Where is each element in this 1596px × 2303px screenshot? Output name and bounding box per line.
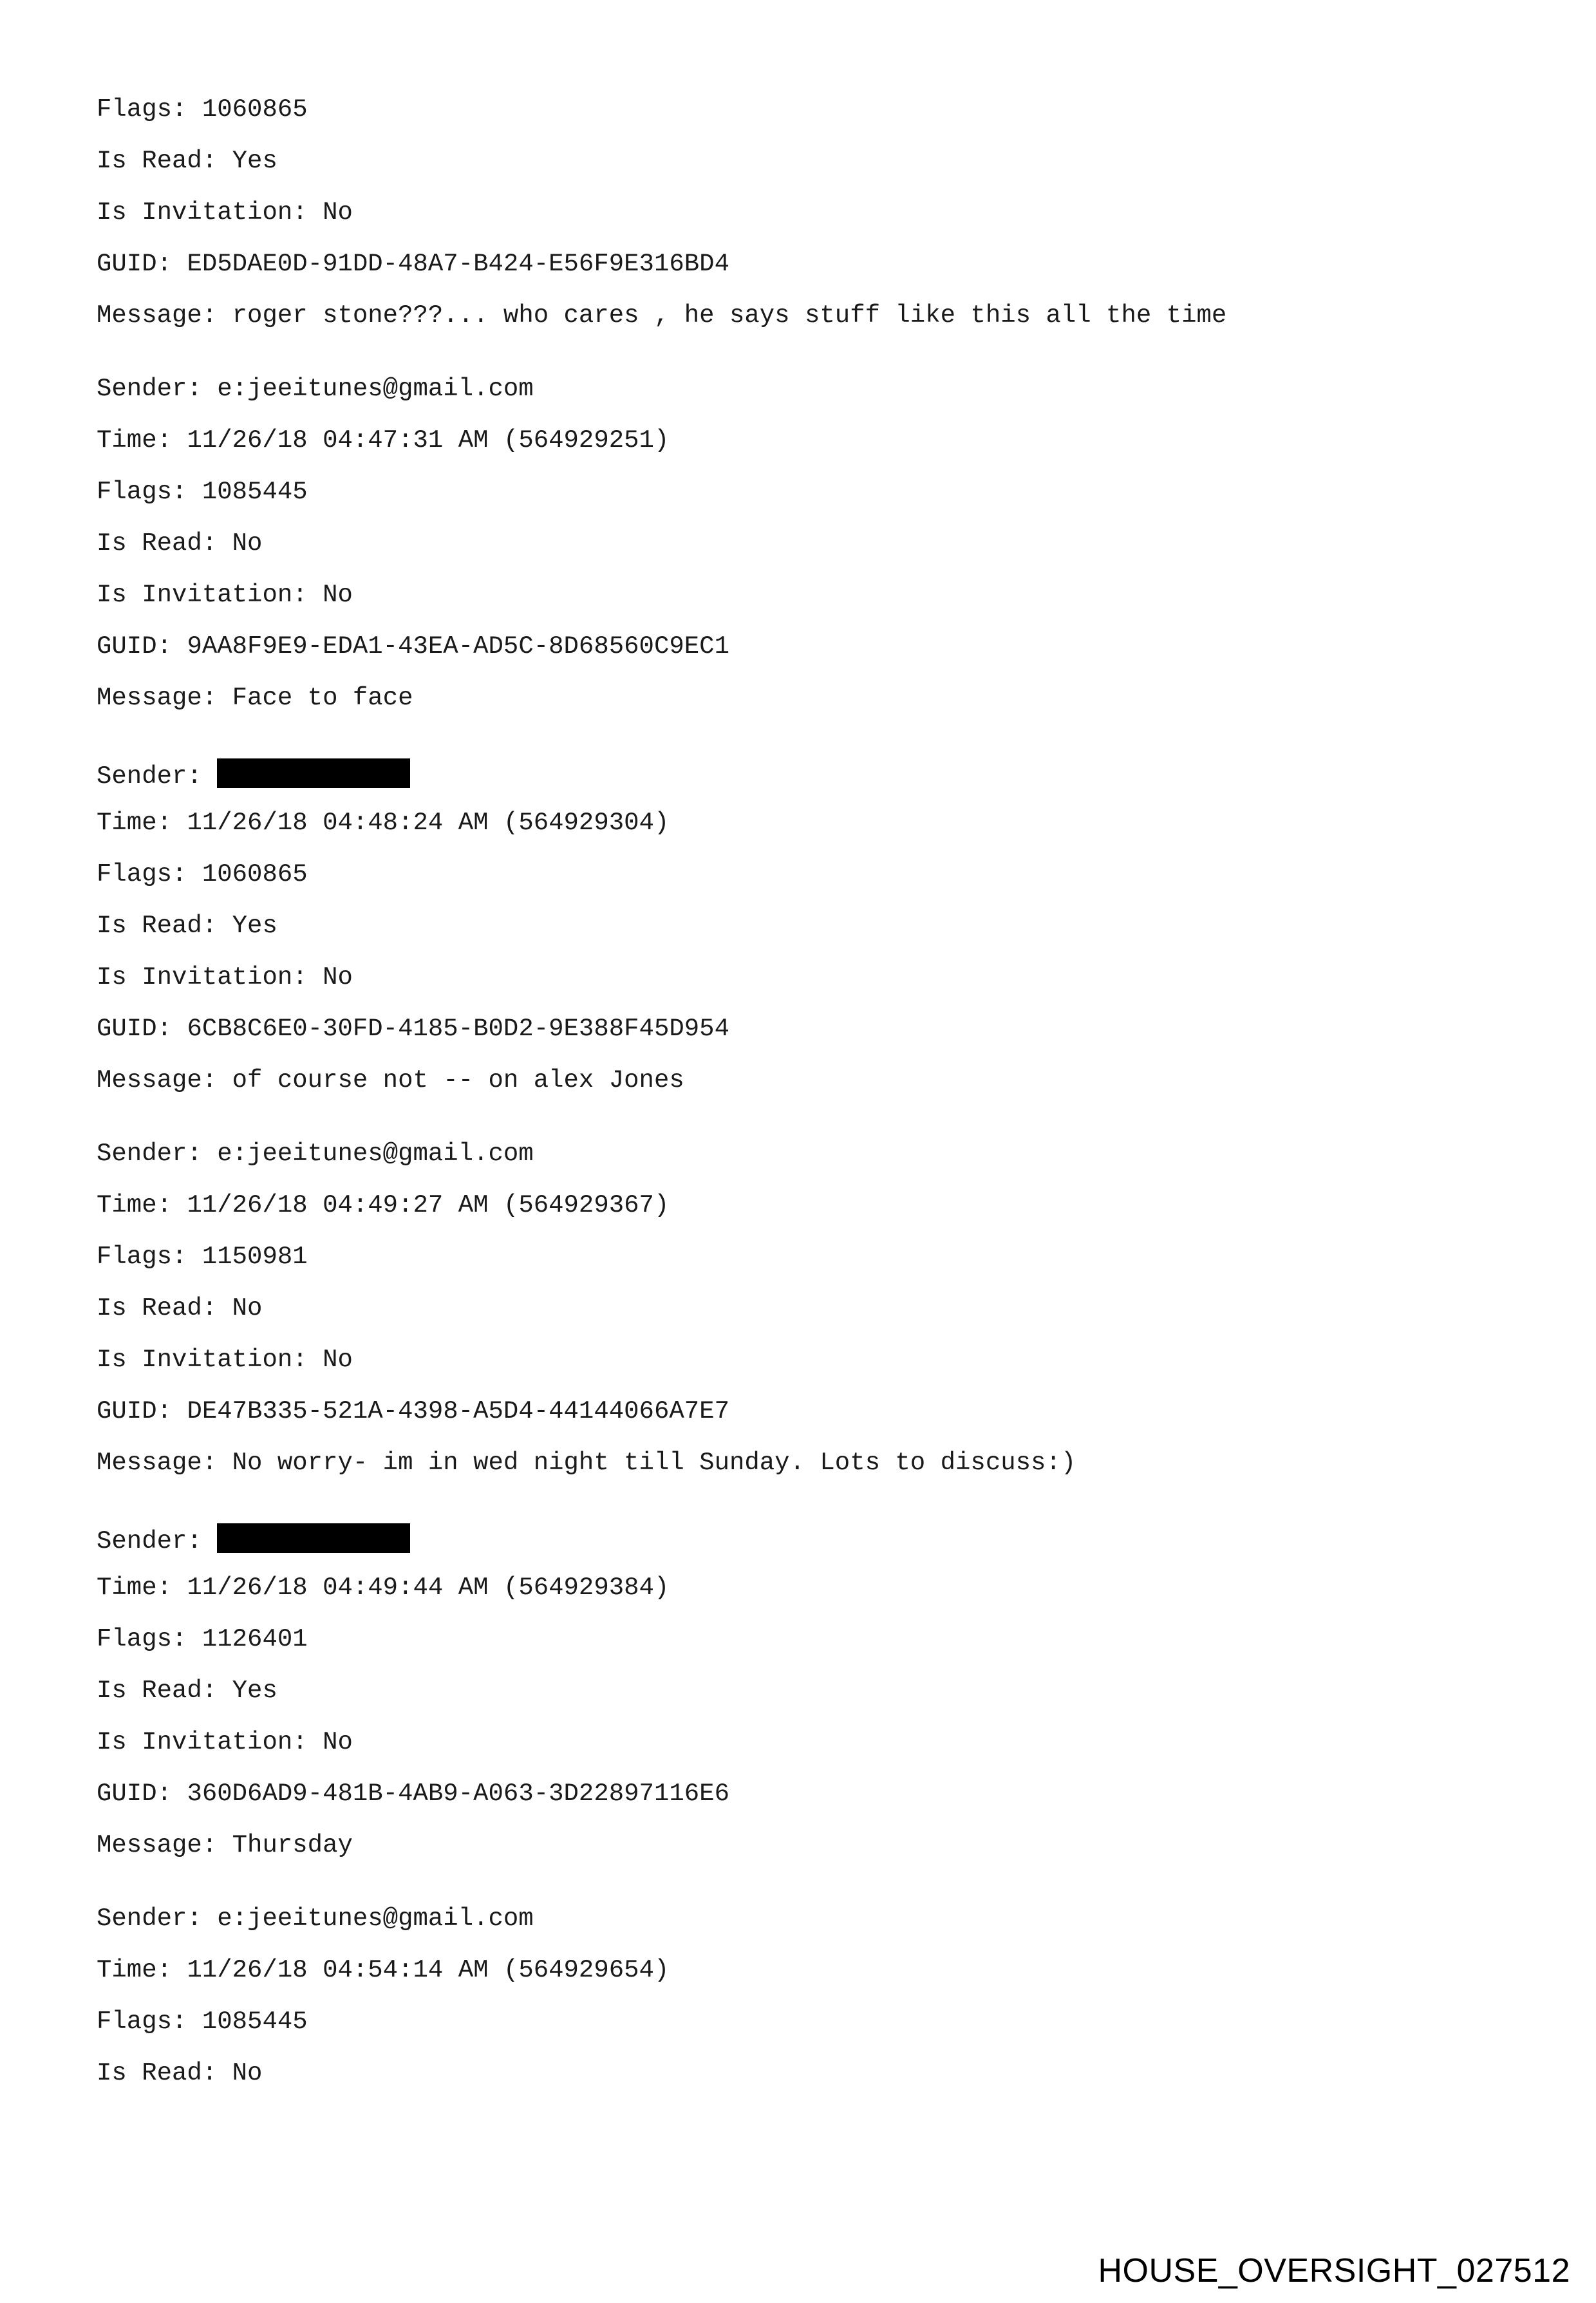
flags-label: Flags: <box>97 860 202 888</box>
guid-line <box>97 1016 1513 1042</box>
message-line <box>97 1832 1513 1858</box>
guid-label: GUID: <box>97 1397 187 1425</box>
flags-value: 1085445 <box>202 478 308 506</box>
is-read-value: Yes <box>232 1677 277 1705</box>
time-value: 11/26/18 04:49:44 AM (564929384) <box>187 1574 670 1602</box>
flags-value: 1060865 <box>202 95 308 124</box>
message-line <box>97 303 1513 328</box>
is-read-label: Is Read: <box>97 1294 232 1322</box>
guid-value: 9AA8F9E9-EDA1-43EA-AD5C-8D68560C9EC1 <box>187 632 729 661</box>
flags-value: 1085445 <box>202 2007 308 2036</box>
is-read-line <box>97 148 1513 174</box>
message-label: Message: <box>97 301 232 330</box>
is-read-label: Is Read: <box>97 1677 232 1705</box>
is-invitation-line <box>97 1347 1513 1373</box>
redaction-box <box>217 1523 410 1553</box>
flags-label: Flags: <box>97 478 202 506</box>
guid-value: ED5DAE0D-91DD-48A7-B424-E56F9E316BD4 <box>187 250 729 278</box>
message-line <box>97 1067 1513 1093</box>
flags-label: Flags: <box>97 1625 202 1653</box>
is-invitation-line <box>97 200 1513 225</box>
message-value: roger stone???... who cares , he says stuff like this all the time <box>232 301 1227 330</box>
is-read-value: No <box>232 529 263 558</box>
message-value: No worry- im in wed night till Sunday. Lots to discuss:) <box>232 1449 1076 1477</box>
time-value: 11/26/18 04:48:24 AM (564929304) <box>187 809 670 837</box>
is-invitation-line <box>97 1729 1513 1755</box>
is-invitation-label: Is Invitation: <box>97 581 323 609</box>
is-read-label: Is Read: <box>97 147 232 175</box>
flags-label: Flags: <box>97 95 202 124</box>
flags-label: Flags: <box>97 1243 202 1271</box>
guid-line <box>97 251 1513 277</box>
flags-value: 1150981 <box>202 1243 308 1271</box>
is-read-label: Is Read: <box>97 529 232 558</box>
time-label: Time: <box>97 1191 187 1219</box>
redaction-box <box>217 758 410 788</box>
is-read-value: No <box>232 1294 263 1322</box>
sender-label: Sender: <box>97 762 218 791</box>
message-line <box>97 1450 1513 1476</box>
time-value: 11/26/18 04:47:31 AM (564929251) <box>187 426 670 455</box>
is-read-line <box>97 531 1513 556</box>
is-read-value: Yes <box>232 147 277 175</box>
time-label: Time: <box>97 1956 187 1984</box>
message-value: Thursday <box>232 1831 353 1859</box>
flags-line <box>97 2009 1513 2035</box>
is-invitation-value: No <box>323 963 353 992</box>
flags-line <box>97 97 1513 122</box>
guid-value: 6CB8C6E0-30FD-4185-B0D2-9E388F45D954 <box>187 1015 729 1043</box>
time-line <box>97 810 1513 836</box>
sender-label: Sender: <box>97 1527 218 1556</box>
guid-line <box>97 1398 1513 1424</box>
sender-value: e:jeeitunes@gmail.com <box>217 1140 534 1168</box>
sender-line <box>97 376 1513 402</box>
sender-line <box>97 1141 1513 1167</box>
message-label: Message: <box>97 1066 232 1095</box>
is-read-line <box>97 913 1513 939</box>
flags-value: 1126401 <box>202 1625 308 1653</box>
time-line <box>97 1192 1513 1218</box>
is-read-value: Yes <box>232 912 277 940</box>
guid-value: DE47B335-521A-4398-A5D4-44144066A7E7 <box>187 1397 729 1425</box>
message-line <box>97 685 1513 711</box>
guid-line <box>97 1781 1513 1807</box>
guid-label: GUID: <box>97 1780 187 1808</box>
sender-line <box>97 1523 1513 1556</box>
is-invitation-value: No <box>323 1346 353 1374</box>
time-label: Time: <box>97 1574 187 1602</box>
guid-label: GUID: <box>97 1015 187 1043</box>
is-invitation-value: No <box>323 581 353 609</box>
message-log <box>97 97 1513 2112</box>
time-label: Time: <box>97 426 187 455</box>
time-value: 11/26/18 04:49:27 AM (564929367) <box>187 1191 670 1219</box>
time-line <box>97 1575 1513 1601</box>
is-invitation-value: No <box>323 1728 353 1756</box>
guid-value: 360D6AD9-481B-4AB9-A063-3D22897116E6 <box>187 1780 729 1808</box>
message-label: Message: <box>97 1449 232 1477</box>
sender-label: Sender: <box>97 1140 218 1168</box>
sender-line <box>97 1906 1513 1932</box>
guid-line <box>97 634 1513 659</box>
is-invitation-line <box>97 964 1513 990</box>
is-invitation-line <box>97 582 1513 608</box>
is-read-label: Is Read: <box>97 2059 232 2087</box>
sender-label: Sender: <box>97 375 218 403</box>
sender-line <box>97 758 1513 791</box>
sender-value: e:jeeitunes@gmail.com <box>217 375 534 403</box>
sender-value: e:jeeitunes@gmail.com <box>217 1904 534 1933</box>
flags-value: 1060865 <box>202 860 308 888</box>
flags-line <box>97 1244 1513 1270</box>
is-read-value: No <box>232 2059 263 2087</box>
time-line <box>97 1957 1513 1983</box>
is-invitation-label: Is Invitation: <box>97 198 323 227</box>
message-value: Face to face <box>232 684 413 712</box>
bates-number: HOUSE_OVERSIGHT_027512 <box>1098 2252 1570 2289</box>
message-label: Message: <box>97 684 232 712</box>
is-invitation-value: No <box>323 198 353 227</box>
flags-label: Flags: <box>97 2007 202 2036</box>
time-label: Time: <box>97 809 187 837</box>
time-value: 11/26/18 04:54:14 AM (564929654) <box>187 1956 670 1984</box>
is-invitation-label: Is Invitation: <box>97 963 323 992</box>
is-invitation-label: Is Invitation: <box>97 1728 323 1756</box>
is-invitation-label: Is Invitation: <box>97 1346 323 1374</box>
is-read-line <box>97 1678 1513 1704</box>
guid-label: GUID: <box>97 632 187 661</box>
flags-line <box>97 479 1513 505</box>
message-value: of course not -- on alex Jones <box>232 1066 684 1095</box>
message-label: Message: <box>97 1831 232 1859</box>
time-line <box>97 428 1513 453</box>
guid-label: GUID: <box>97 250 187 278</box>
is-read-line <box>97 1295 1513 1321</box>
is-read-label: Is Read: <box>97 912 232 940</box>
flags-line <box>97 861 1513 887</box>
is-read-line <box>97 2060 1513 2086</box>
flags-line <box>97 1626 1513 1652</box>
sender-label: Sender: <box>97 1904 218 1933</box>
